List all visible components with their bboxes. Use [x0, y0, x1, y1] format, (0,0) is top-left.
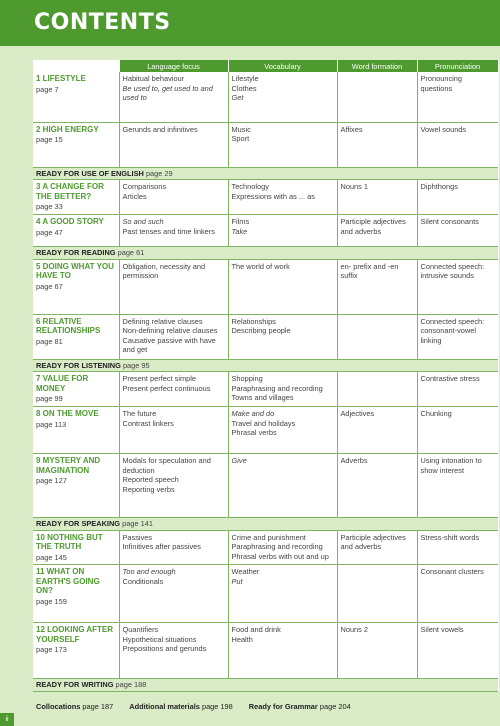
ready-section-cell [33, 518, 498, 531]
pronunciation-cell [417, 623, 498, 679]
pronunciation-cell [417, 215, 498, 247]
cell-line: Phrasal verbs [231, 428, 277, 437]
unit-title: 6 RELATIVE RELATIONSHIPS [36, 316, 101, 335]
cell-line: Conditionals [122, 576, 164, 586]
word-formation-cell [337, 530, 417, 565]
ready-section-label: READY FOR READING [36, 248, 116, 257]
footer-link [36, 702, 113, 711]
pronunciation-cell [417, 530, 498, 565]
ready-section-row [33, 679, 498, 692]
contents-table-wrap [33, 60, 498, 692]
unit-page: page 113 [36, 419, 67, 429]
cell-line: Hypothetical situations [122, 634, 197, 644]
unit-row [33, 372, 498, 407]
unit-page: page 47 [36, 227, 63, 237]
cell-line: Participle adjectives and adverbs [340, 217, 406, 236]
cell-line: Shopping [231, 374, 263, 383]
vocabulary-cell [228, 623, 337, 679]
cell-line: Paraphrasing and recording [231, 383, 323, 393]
cell-line: Reporting verbs [122, 484, 175, 494]
cell-line: Weather [231, 567, 260, 576]
unit-title: 1 LIFESTYLE [36, 74, 86, 83]
column-header-pronunciation: Pronunciation [417, 60, 498, 72]
unit-page: page 7 [36, 84, 59, 94]
vocabulary-cell [228, 530, 337, 565]
ready-section-page: page 95 [122, 360, 150, 370]
word-formation-cell [337, 72, 417, 122]
unit-row [33, 407, 498, 454]
cell-line: Films [231, 217, 250, 226]
cell-line: Defining relative clauses [122, 316, 203, 326]
cell-line: Connected speech: consonant-vowel linking [420, 316, 485, 345]
cell-line: Participle adjectives and adverbs [340, 532, 406, 551]
vocabulary-cell [228, 180, 337, 215]
cell-line: Adjectives [340, 409, 375, 418]
page-title: CONTENTS [34, 10, 171, 35]
cell-line: Clothes [231, 83, 257, 93]
unit-page: page 99 [36, 394, 63, 403]
cell-line: Using intonation to show interest [420, 456, 482, 475]
ready-section-label: READY FOR SPEAKING [36, 519, 121, 528]
word-formation-cell [337, 623, 417, 679]
language-focus-cell [119, 180, 228, 215]
cell-line: Modals for speculation and deduction [122, 456, 211, 475]
language-focus-cell [119, 259, 228, 314]
cell-line: Infinitives after passives [122, 542, 201, 551]
column-header-vocabulary: Vocabulary [228, 60, 337, 72]
column-header-word-formation: Word formation [337, 60, 417, 72]
footer-links [36, 702, 367, 711]
cell-line: Crime and punishment [231, 532, 306, 542]
ready-section-row [33, 247, 498, 260]
unit-cell [33, 530, 119, 565]
cell-line: Expressions with as ... as [231, 191, 315, 201]
cell-line: Silent consonants [420, 217, 479, 226]
page-number: ii [0, 713, 14, 726]
unit-title: 11 WHAT ON EARTH'S GOING ON? [36, 567, 100, 595]
cell-line: Silent vowels [420, 625, 464, 634]
vocabulary-cell [228, 259, 337, 314]
word-formation-cell [337, 372, 417, 407]
cell-line: Present perfect continuous [122, 383, 211, 393]
unit-row [33, 314, 498, 359]
cell-line: Be used to, get used to and used to [122, 83, 213, 102]
pronunciation-cell [417, 565, 498, 623]
ready-section-row [33, 167, 498, 180]
cell-line: Paraphrasing and recording [231, 542, 323, 551]
unit-row [33, 122, 498, 167]
unit-title: 9 MYSTERY AND IMAGINATION [36, 456, 101, 475]
cell-line: Food and drink [231, 625, 281, 634]
cell-line: Contrastive stress [420, 374, 480, 383]
language-focus-cell [119, 372, 228, 407]
pronunciation-cell [417, 454, 498, 518]
cell-line: en- prefix and -en suffix [340, 261, 399, 280]
vocabulary-cell [228, 122, 337, 167]
vocabulary-cell [228, 72, 337, 122]
language-focus-cell [119, 565, 228, 623]
unit-cell [33, 372, 119, 407]
cell-line: Lifestyle [231, 74, 259, 83]
word-formation-cell [337, 407, 417, 454]
footer-link-page: page 204 [319, 702, 351, 711]
ready-section-cell [33, 247, 498, 260]
unit-cell [33, 215, 119, 247]
vocabulary-cell [228, 314, 337, 359]
cell-line: Causative passive with have and get [122, 335, 216, 354]
unit-title: 2 HIGH ENERGY [36, 124, 99, 134]
language-focus-cell [119, 314, 228, 359]
pronunciation-cell [417, 314, 498, 359]
cell-line: Travel and holidays [231, 418, 296, 428]
cell-line: Passives [122, 532, 153, 542]
cell-line: Habitual behaviour [122, 74, 185, 83]
pronunciation-cell [417, 259, 498, 314]
cell-line: Technology [231, 182, 269, 191]
unit-page: page 15 [36, 135, 63, 144]
language-focus-cell [119, 530, 228, 565]
word-formation-cell [337, 122, 417, 167]
column-header-language-focus: Language focus [119, 60, 228, 72]
pronunciation-cell [417, 372, 498, 407]
unit-cell [33, 454, 119, 518]
cell-line: Sport [231, 134, 250, 143]
cell-line: Put [231, 576, 243, 586]
unit-title: 3 A CHANGE FOR THE BETTER? [36, 182, 104, 201]
cell-line: Vowel sounds [420, 124, 467, 134]
word-formation-cell [337, 259, 417, 314]
unit-cell [33, 314, 119, 359]
pronunciation-cell [417, 72, 498, 122]
unit-title: 8 ON THE MOVE [36, 409, 99, 418]
unit-cell [33, 623, 119, 679]
pronunciation-cell [417, 180, 498, 215]
cell-line: Articles [122, 191, 147, 201]
cell-line: Make and do [231, 409, 275, 418]
ready-section-label: READY FOR WRITING [36, 680, 114, 689]
vocabulary-cell [228, 454, 337, 518]
unit-title: 10 NOTHING BUT THE TRUTH [36, 532, 103, 551]
pronunciation-cell [417, 122, 498, 167]
cell-line: Too and enough [122, 567, 176, 576]
cell-line: Phrasal verbs with out and up [231, 551, 329, 561]
unit-page: page 127 [36, 476, 67, 485]
footer-link-page: page 187 [82, 702, 114, 711]
unit-cell [33, 122, 119, 167]
word-formation-cell [337, 454, 417, 518]
language-focus-cell [119, 215, 228, 247]
cell-line: Adverbs [340, 456, 368, 465]
unit-row [33, 565, 498, 623]
ready-section-label: READY FOR LISTENING [36, 360, 121, 370]
cell-line: Contrast linkers [122, 418, 174, 428]
unit-cell [33, 259, 119, 314]
unit-cell [33, 565, 119, 623]
footer-link-page: page 198 [201, 702, 233, 711]
cell-line: Consonant clusters [420, 567, 484, 576]
unit-row [33, 215, 498, 247]
ready-section-page: page 141 [122, 519, 153, 528]
vocabulary-cell [228, 215, 337, 247]
unit-cell [33, 407, 119, 454]
cell-line: Towns and villages [231, 393, 294, 402]
ready-section-page: page 29 [145, 168, 173, 178]
cell-line: The world of work [231, 261, 290, 271]
cell-line: So and such [122, 217, 164, 226]
unit-page: page 173 [36, 645, 67, 654]
unit-title: 5 DOING WHAT YOU HAVE TO [36, 261, 114, 280]
ready-section-cell [33, 679, 498, 692]
unit-row [33, 180, 498, 215]
cell-line: Past tenses and time linkers [122, 226, 215, 236]
unit-row [33, 530, 498, 565]
unit-row [33, 454, 498, 518]
unit-page: page 145 [36, 552, 67, 562]
cell-line: Pronouncing questions [420, 74, 463, 93]
column-header-row [33, 60, 498, 72]
footer-link-label: Collocations [36, 702, 81, 711]
language-focus-cell [119, 407, 228, 454]
pronunciation-cell [417, 407, 498, 454]
unit-title: 7 VALUE FOR MONEY [36, 374, 89, 393]
footer-link [129, 702, 233, 711]
unit-page: page 81 [36, 336, 63, 346]
vocabulary-cell [228, 407, 337, 454]
cell-line: Nouns 1 [340, 182, 369, 191]
cell-line: Get [231, 93, 244, 102]
vocabulary-cell [228, 565, 337, 623]
word-formation-cell [337, 180, 417, 215]
footer-link-label: Additional materials [129, 702, 200, 711]
cell-line: Present perfect simple [122, 374, 197, 383]
cell-line: Take [231, 226, 248, 236]
word-formation-cell [337, 215, 417, 247]
cell-line: Non-defining relative clauses [122, 326, 218, 335]
cell-line: The future [122, 409, 157, 418]
unit-title: 12 LOOKING AFTER YOURSELF [36, 625, 114, 644]
ready-section-label: READY FOR USE OF ENGLISH [36, 168, 144, 178]
unit-row [33, 623, 498, 679]
unit-page: page 159 [36, 596, 67, 606]
cell-line: Diphthongs [420, 182, 458, 191]
cell-line: Reported speech [122, 475, 179, 484]
language-focus-cell [119, 72, 228, 122]
language-focus-cell [119, 454, 228, 518]
cell-line: Relationships [231, 316, 276, 326]
ready-section-row [33, 518, 498, 531]
cell-line: Describing people [231, 326, 291, 335]
cell-line: Give [231, 456, 247, 465]
contents-body [33, 72, 498, 691]
cell-line: Gerunds and infinitives [122, 124, 198, 134]
unit-row [33, 72, 498, 122]
vocabulary-cell [228, 372, 337, 407]
ready-section-page: page 188 [115, 680, 147, 689]
cell-line: Connected speech: intrusive sounds [420, 261, 485, 280]
contents-table [33, 60, 499, 692]
footer-link-label: Ready for Grammar [248, 702, 318, 711]
ready-section-page: page 61 [117, 248, 145, 257]
unit-page: page 33 [36, 202, 63, 211]
word-formation-cell [337, 314, 417, 359]
word-formation-cell [337, 565, 417, 623]
language-focus-cell [119, 122, 228, 167]
cell-line: Affixes [340, 124, 363, 134]
cell-line: Comparisons [122, 182, 167, 191]
cell-line: Health [231, 634, 253, 644]
cell-line: Prepositions and gerunds [122, 644, 207, 653]
unit-cell [33, 72, 119, 122]
cell-line: Obligation, necessity and permission [122, 261, 206, 280]
language-focus-cell [119, 623, 228, 679]
unit-page: page 67 [36, 281, 63, 291]
cell-line: Chunking [420, 409, 452, 418]
cell-line: Nouns 2 [340, 625, 369, 634]
cell-line: Quantifiers [122, 625, 159, 634]
ready-section-row [33, 359, 498, 372]
unit-title: 4 A GOOD STORY [36, 217, 104, 226]
cell-line: Stress-shift words [420, 532, 480, 542]
unit-cell [33, 180, 119, 215]
unit-column-header [33, 60, 119, 72]
unit-row [33, 259, 498, 314]
contents-header [0, 0, 500, 46]
footer-link [249, 702, 351, 711]
ready-section-cell [33, 359, 498, 372]
cell-line: Music [231, 124, 251, 134]
ready-section-cell [33, 167, 498, 180]
